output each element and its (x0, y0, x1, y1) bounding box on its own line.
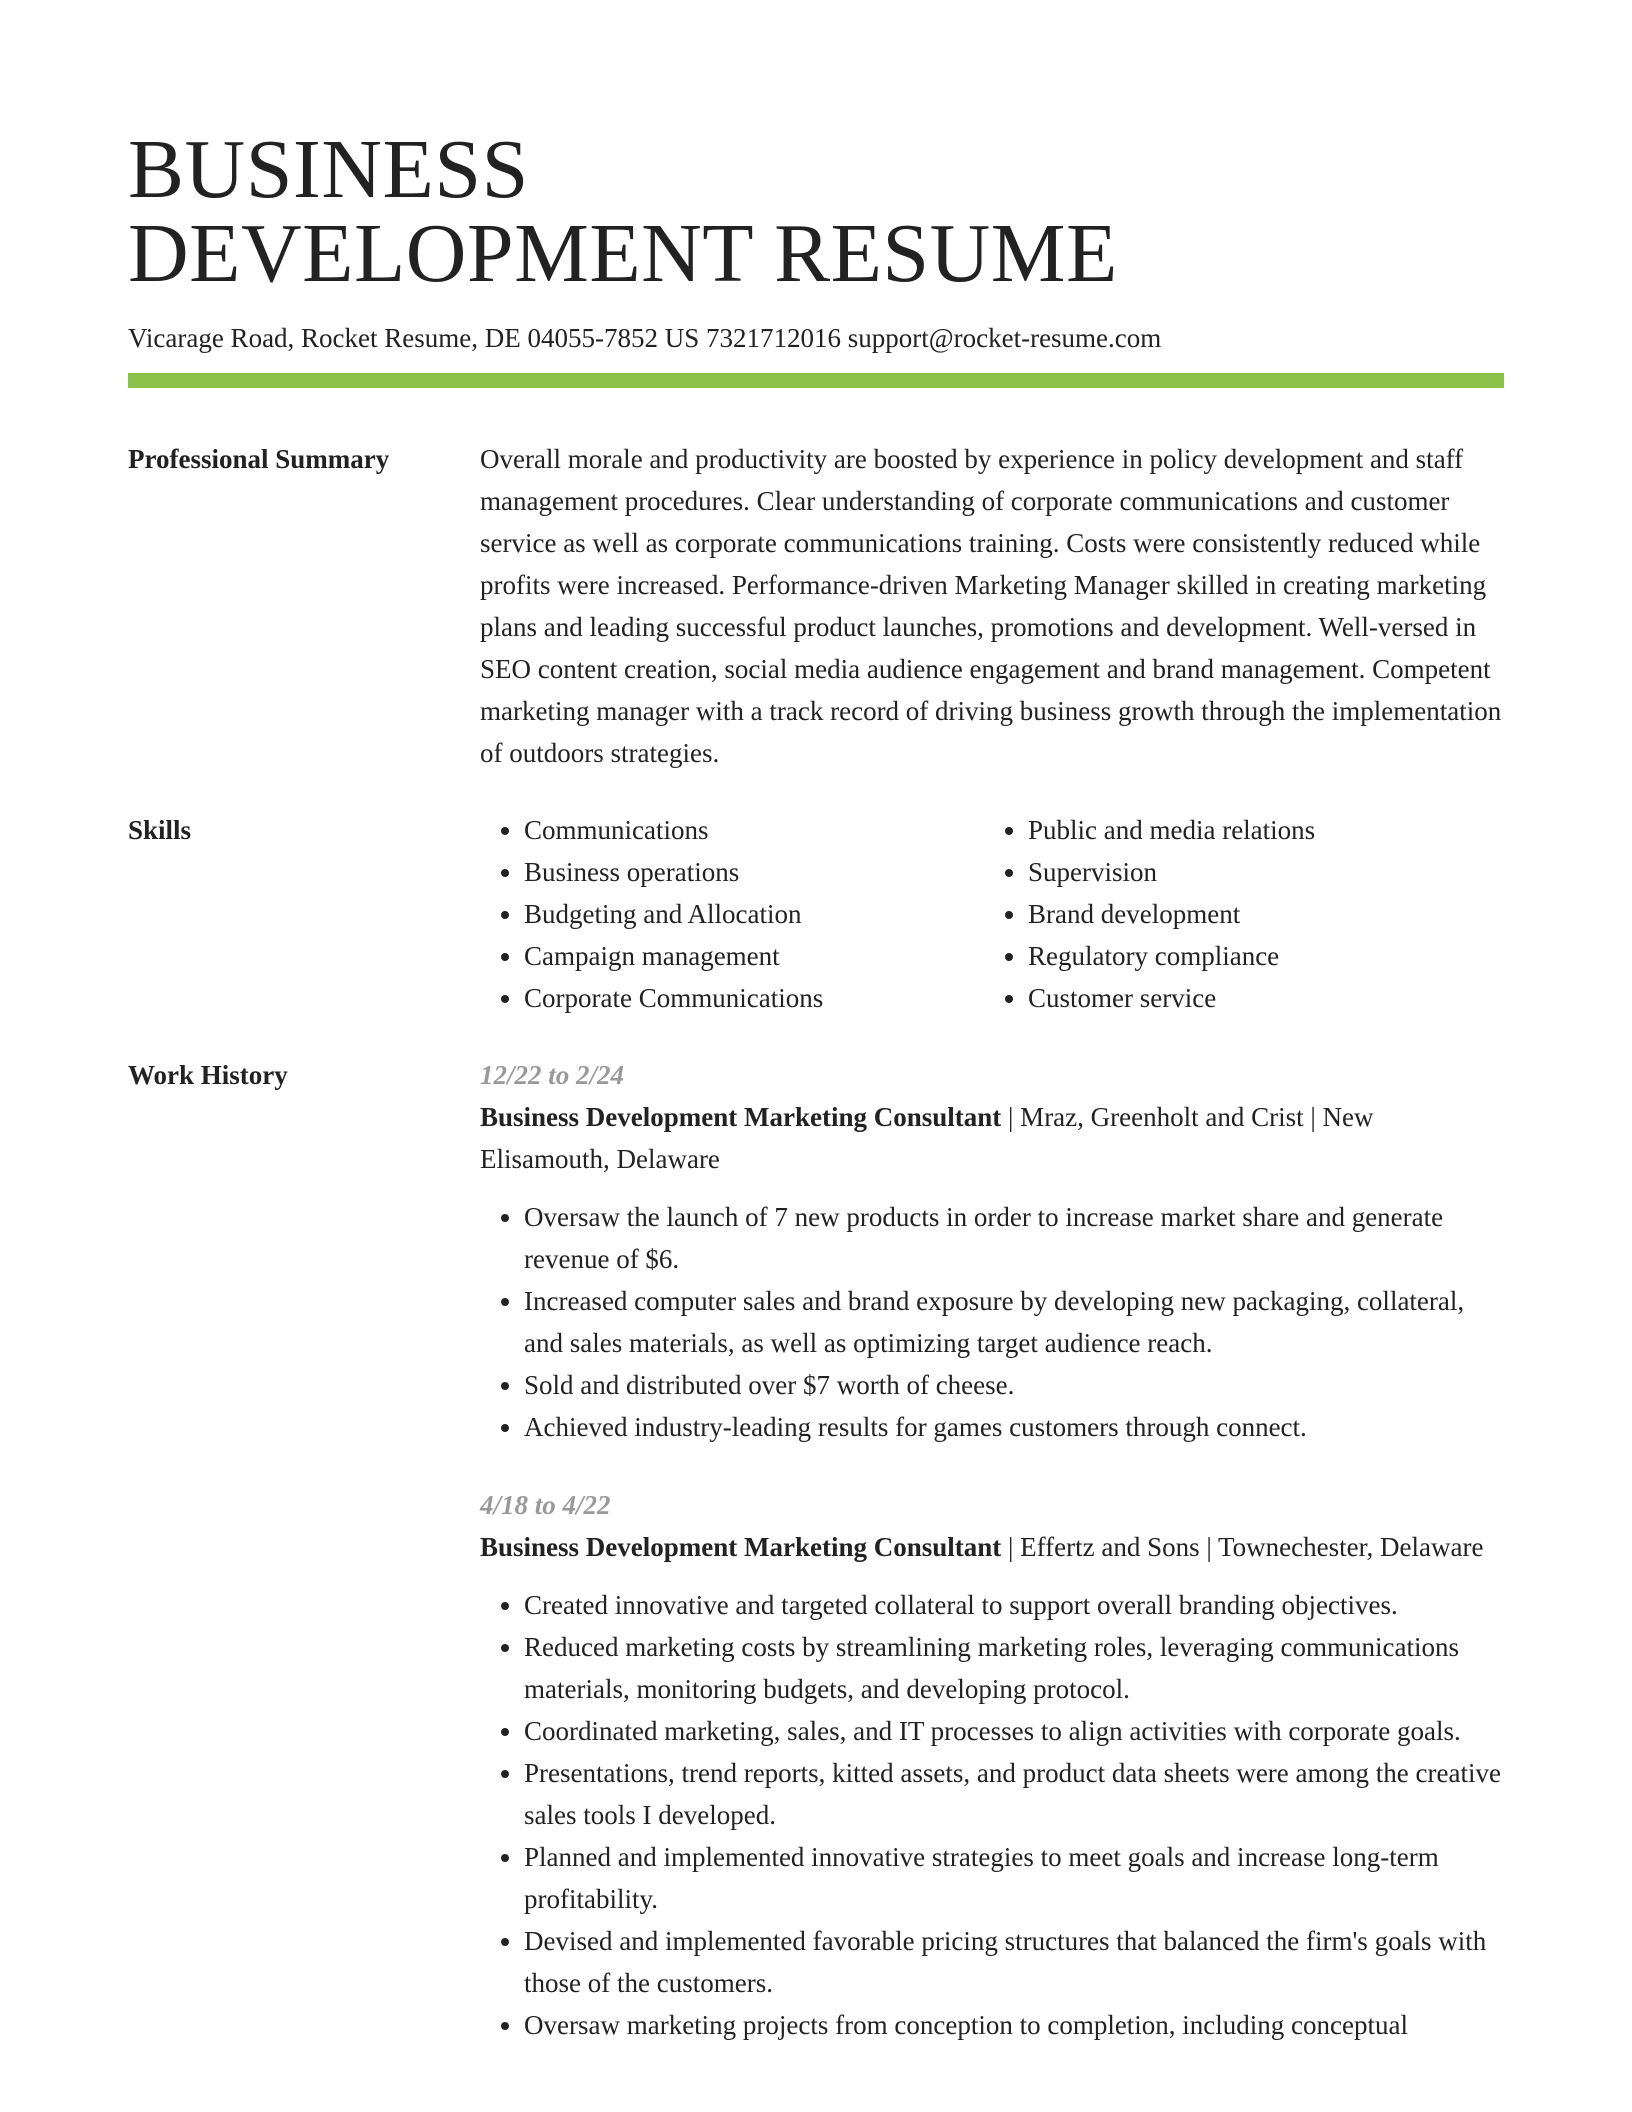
skill-item: • Corporate Communications (524, 977, 984, 1019)
job-bullet: • Presentations, trend reports, kitted assets, and product data sheets were among the creative sales tools I developed. (524, 1752, 1504, 1836)
job-bullets (480, 1584, 1504, 2046)
job-bullet: • Devised and implemented favorable pricing structures that balanced the firm's goals with those of the customers. (524, 1920, 1504, 2004)
skills-column-right (984, 809, 1488, 1019)
resume-title (128, 123, 1504, 300)
resume-page (128, 123, 1504, 2082)
skill-item: • Regulatory compliance (1028, 935, 1488, 977)
skills-section (128, 809, 1504, 1019)
job-entry (480, 1054, 1504, 1448)
summary-text: Overall morale and productivity are boosted by experience in policy development and staff management procedures. Clear understanding of corporate communications and customer service as well as corporate communications training. Costs were consistently reduced while profits were increased. Performance-driven Marketing Manager skilled in creating marketing plans and leading successful product launches, promotions and development. Well-versed in SEO content creation, social media audience engagement and brand management. Competent marketing manager with a track record of driving business growth through the implementation of outdoors strategies. (480, 444, 1502, 768)
job-title: Business Development Marketing Consultant (480, 1532, 1002, 1562)
summary-body (480, 438, 1504, 774)
title-line-2: DEVELOPMENT RESUME (128, 207, 1118, 300)
professional-summary-section (128, 438, 1504, 774)
section-label-skills: Skills (128, 815, 192, 845)
skill-item: • Public and media relations (1028, 809, 1488, 851)
job-heading (480, 1096, 1504, 1180)
skill-item: • Budgeting and Allocation (524, 893, 984, 935)
job-bullets (480, 1196, 1504, 1448)
job-bullet: • Oversaw the launch of 7 new products in order to increase market share and generate revenue of $6. (524, 1196, 1504, 1280)
job-bullet: • Reduced marketing costs by streamlining marketing roles, leveraging communications materials, monitoring budgets, and developing protocol. (524, 1626, 1504, 1710)
contact-info: Vicarage Road, Rocket Resume, DE 04055-7852 US 7321712016 support@rocket-resume.com (128, 323, 1162, 353)
work-body (480, 1054, 1504, 2082)
skills-body (480, 809, 1504, 1019)
job-bullet: • Planned and implemented innovative strategies to meet goals and increase long-term profitability. (524, 1836, 1504, 1920)
skills-column-left (480, 809, 984, 1019)
work-history-section (128, 1054, 1504, 2082)
skill-item: • Campaign management (524, 935, 984, 977)
job-bullet: • Created innovative and targeted collateral to support overall branding objectives. (524, 1584, 1504, 1626)
skill-item: • Brand development (1028, 893, 1488, 935)
job-employer-location: | Effertz and Sons | Townechester, Delaware (1001, 1532, 1484, 1562)
job-date: 12/22 to 2/24 (480, 1060, 625, 1090)
job-title: Business Development Marketing Consultant (480, 1102, 1002, 1132)
job-bullet: • Sold and distributed over $7 worth of cheese. (524, 1364, 1504, 1406)
title-line-1: BUSINESS (128, 123, 529, 216)
skill-item: • Customer service (1028, 977, 1488, 1019)
job-heading (480, 1526, 1504, 1568)
header-divider (128, 373, 1504, 388)
job-date: 4/18 to 4/22 (480, 1490, 611, 1520)
section-label-summary: Professional Summary (128, 444, 390, 474)
job-bullet: • Increased computer sales and brand exposure by developing new packaging, collateral, and sales materials, as well as optimizing target audience reach. (524, 1280, 1504, 1364)
skill-item: • Supervision (1028, 851, 1488, 893)
job-bullet: • Achieved industry-leading results for games customers through connect. (524, 1406, 1504, 1448)
section-label-work: Work History (128, 1060, 288, 1090)
skill-item: • Communications (524, 809, 984, 851)
job-entry (480, 1484, 1504, 2046)
skill-item: • Business operations (524, 851, 984, 893)
job-bullet: • Coordinated marketing, sales, and IT processes to align activities with corporate goals. (524, 1710, 1504, 1752)
job-bullet: • Oversaw marketing projects from conception to completion, including conceptual (524, 2004, 1504, 2046)
job-employer-location: | Mraz, Greenholt and Crist | New Elisamouth, Delaware (480, 1102, 1374, 1174)
